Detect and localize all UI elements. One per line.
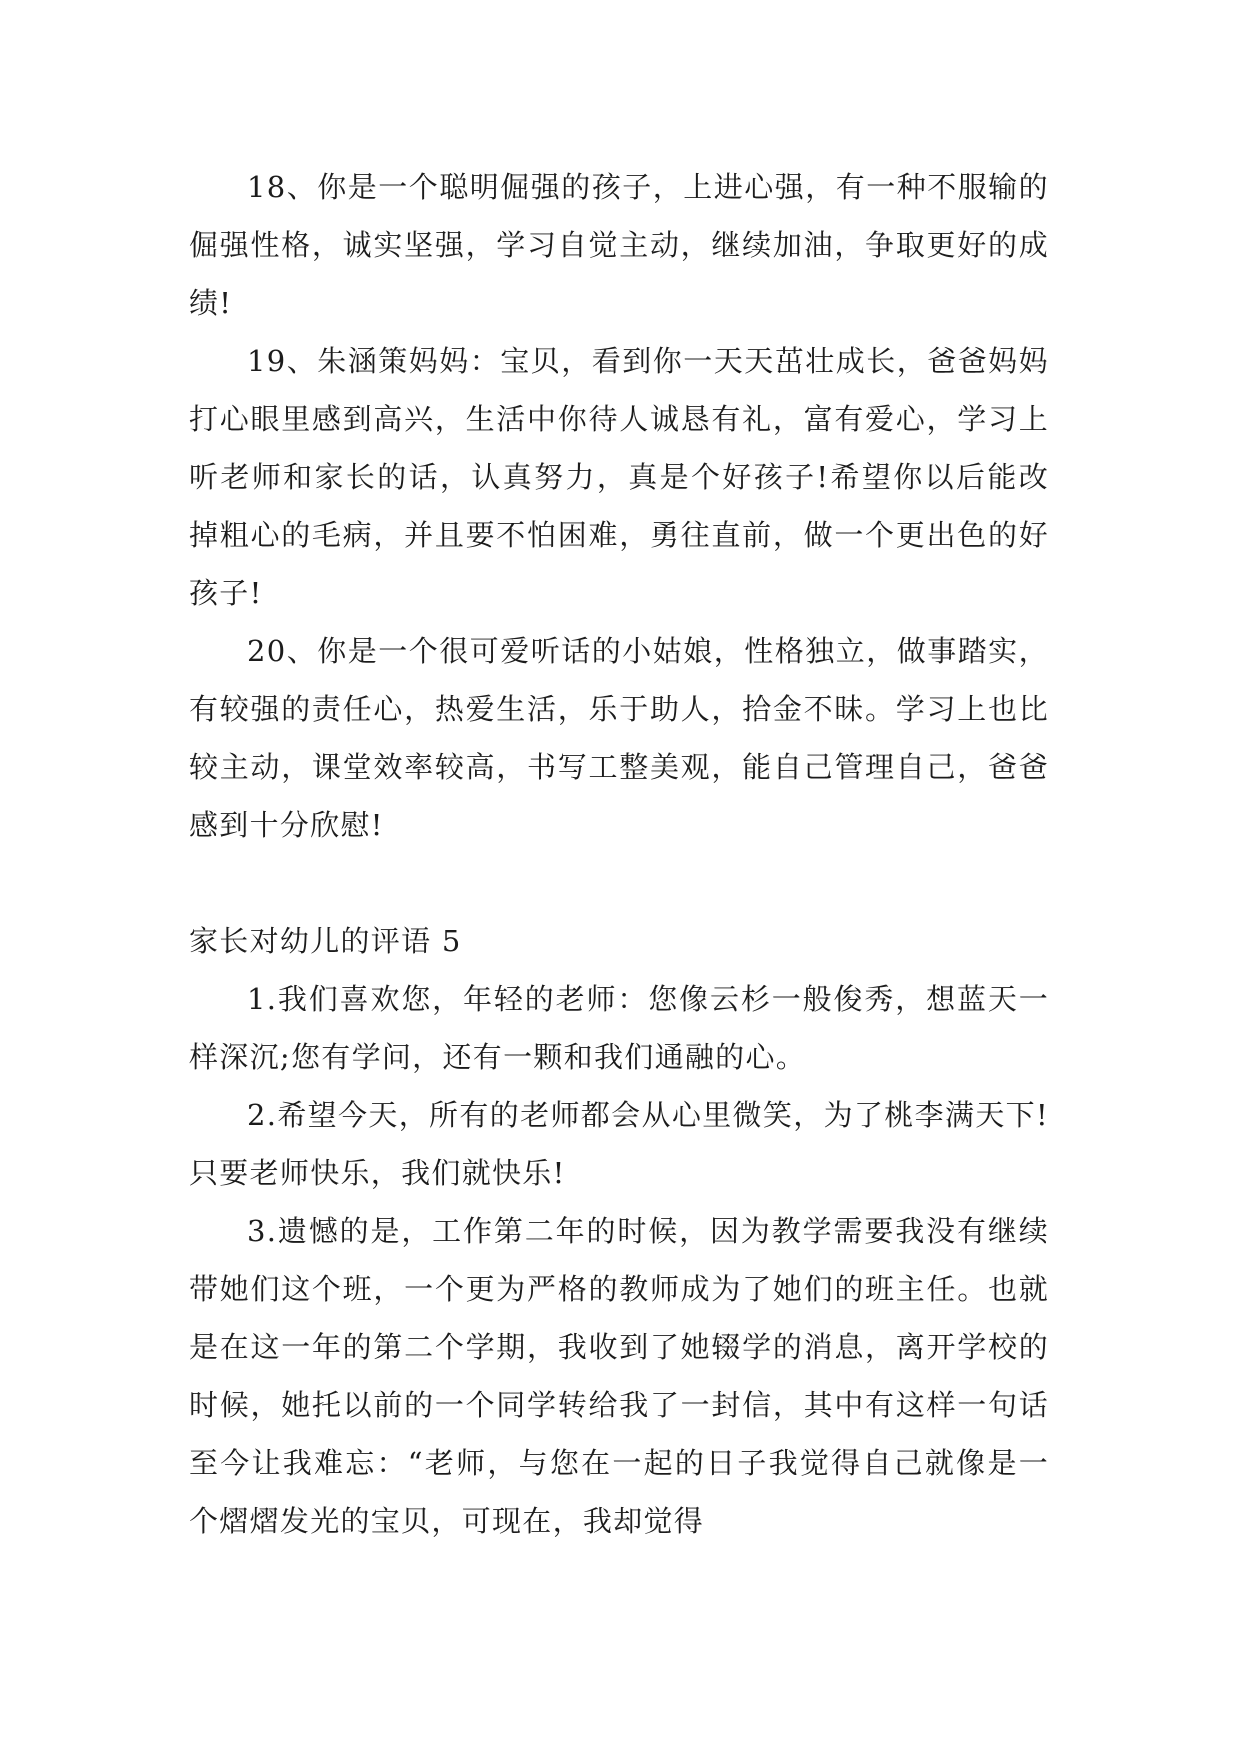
document-body [189,158,1049,1550]
paragraph-19: 19、朱涵策妈妈：宝贝，看到你一天天茁壮成长，爸爸妈妈打心眼里感到高兴，生活中你待人诚恳有礼，富有爱心，学习上听老师和家长的话，认真努力，真是个好孩子!希望你以后能改掉粗心的毛病，并且要不怕困难，勇往直前，做一个更出色的好孩子! [189,344,1049,610]
paragraph-20: 20、你是一个很可爱听话的小姑娘，性格独立，做事踏实，有较强的责任心，热爱生活，乐于助人，拾金不昧。学习上也比较主动，课堂效率较高，书写工整美观，能自己管理自己，爸爸感到十分欣慰! [189,634,1049,842]
paragraph-3: 3.遗憾的是，工作第二年的时候，因为教学需要我没有继续带她们这个班，一个更为严格的教师成为了她们的班主任。也就是在这一年的第二个学期，我收到了她辍学的消息，离开学校的时候，她托以前的一个同学转给我了一封信，其中有这样一句话至今让我难忘：“老师，与您在一起的日子我觉得自己就像是一个熠熠发光的宝贝，可现在，我却觉得 [189,1214,1049,1538]
paragraph-2: 2.希望今天，所有的老师都会从心里微笑，为了桃李满天下!只要老师快乐，我们就快乐! [189,1098,1049,1190]
paragraph-18: 18、你是一个聪明倔强的孩子，上进心强，有一种不服输的倔强性格，诚实坚强，学习自觉主动，继续加油，争取更好的成绩! [189,170,1049,320]
paragraph-1: 1.我们喜欢您，年轻的老师：您像云杉一般俊秀，想蓝天一样深沉;您有学问，还有一颗和我们通融的心。 [189,982,1049,1074]
section-heading: 家长对幼儿的评语 5 [189,924,462,958]
